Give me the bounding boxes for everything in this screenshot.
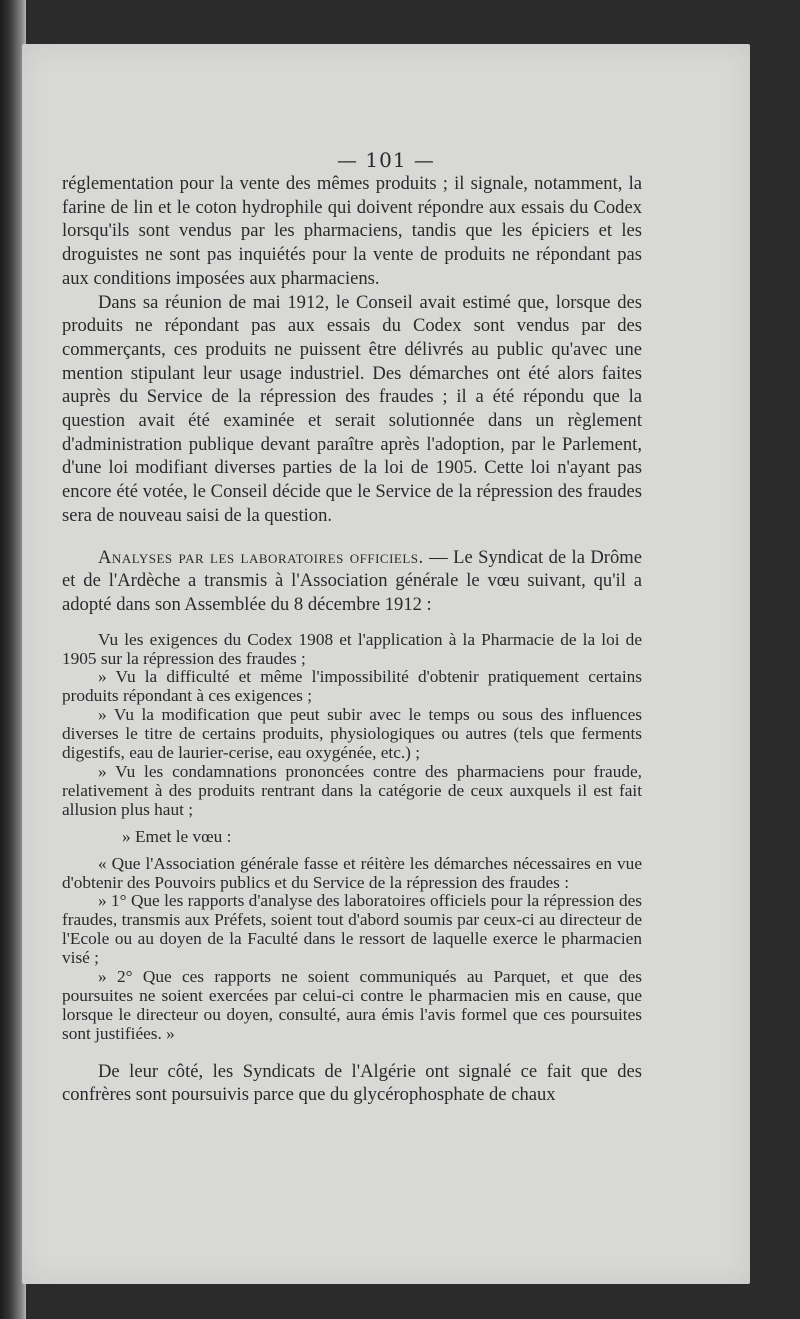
voeu-considerant-codex: Vu les exigences du Codex 1908 et l'application à la Pharmacie de la loi de 1905 sur la répression des fraudes ;: [62, 629, 642, 668]
paragraph-analyses-body: — Le Syndicat de la Drôme et de l'Ardèche a transmis à l'Association générale le vœu suivant, qu'il a adopté dans son Assemblée du 8 décembre 1912 :: [62, 546, 642, 615]
voeu-point-2: » 2° Que ces rapports ne soient communiqués au Parquet, et que des poursuites ne soient exercées par celui-ci contre le pharmacien mis en cause, que lorsque le directeur ou doyen, consulté, aura émis l'avis formel que ces poursuites sont justifiées. »: [62, 967, 642, 1043]
paragraph-analyses: [62, 546, 642, 617]
voeu-emet: » Emet le vœu :: [122, 826, 232, 846]
paragraph-conseil-reunion: Dans sa réunion de mai 1912, le Conseil avait estimé que, lorsque des produits ne répondant pas aux essais du Codex sont vendus par des commerçants, ces produits ne puissent être délivrés au public qu'avec une mention stipulant leur usage industriel. Des démarches ont été alors faites auprès du Service de la répression des fraudes ; il a été répondu que la question avait été examinée et serait solutionnée dans un règlement d'administration publique devant paraître après l'adoption, par le Parlement, d'une loi modifiant diverses parties de la loi de 1905. Cette loi n'ayant pas encore été votée, le Conseil décide que le Service de la répression des fraudes sera de nouveau saisi de la question.: [62, 291, 642, 526]
paragraph-algerie: De leur côté, les Syndicats de l'Algérie ont signalé ce fait que des confrères sont poursuivis parce que du glycérophosphate de chaux: [62, 1060, 642, 1106]
page-number: — 101 —: [337, 148, 435, 172]
voeu-considerant-condamnations: » Vu les condamnations prononcées contre des pharmaciens pour fraude, relativement à des produits rentrant dans la catégorie de ceux auxquels il est fait allusion plus haut ;: [62, 762, 642, 819]
page-body: [62, 172, 642, 1107]
voeu-considerant-difficulte: » Vu la difficulté et même l'impossibilité d'obtenir pratiquement certains produits répondant à ces exigences ;: [62, 667, 642, 706]
voeu-point-1: » 1° Que les rapports d'analyse des laboratoires officiels pour la répression des fraudes, transmis aux Préfets, soient tout d'abord soumis par ceux-ci au directeur de l'Ecole ou au doyen de la Faculté dans le ressort de laquelle exerce le pharmacien visé ;: [62, 891, 642, 968]
book-page: [22, 44, 750, 1284]
voeu-demarches: « Que l'Association générale fasse et réitère les démarches nécessaires en vue d'obtenir des Pouvoirs publics et du Service de la répression des fraudes :: [62, 853, 642, 892]
paragraph-reglementation: réglementation pour la vente des mêmes produits ; il signale, notamment, la farine de lin et le coton hydrophile qui doivent répondre aux essais du Codex lorsqu'ils sont vendus par les pharmaciens, tandis que les épiciers et les droguistes ne sont pas inquiétés pour la vente de produits ne répondant pas aux conditions imposées aux pharmaciens.: [62, 173, 642, 289]
voeu-considerant-modification: » Vu la modification que peut subir avec le temps ou sous des influences diverses le titre de certains produits, physiologiques ou autres (tels que ferments digestifs, eau de laurier-cerise, eau oxygénée, etc.) ;: [62, 705, 642, 763]
section-heading-analyses: Analyses par les laboratoires officiels.: [98, 546, 424, 568]
